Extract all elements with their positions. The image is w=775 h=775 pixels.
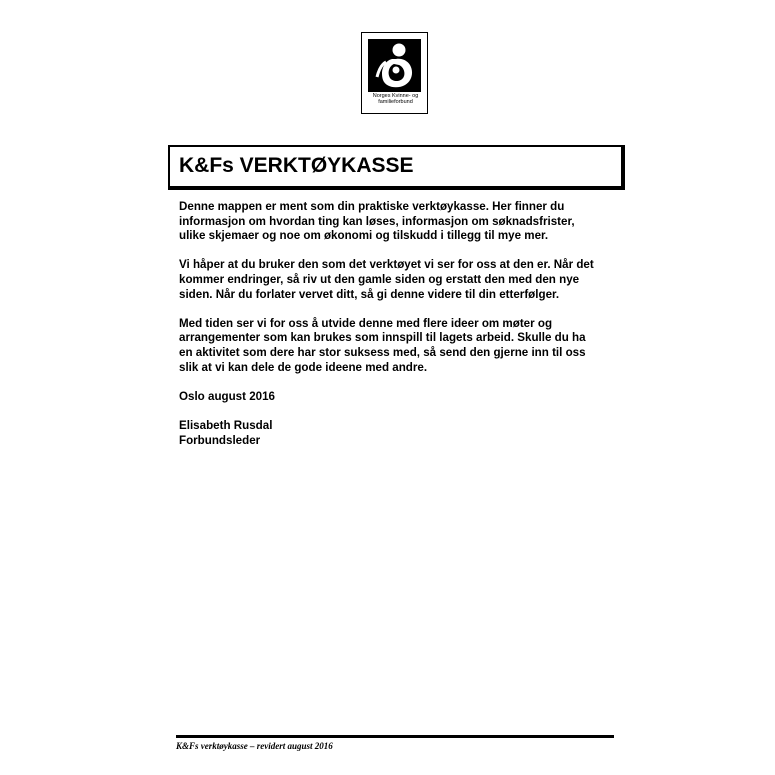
text-line: ulike skjemaer og noe om økonomi og tilskudd i tillegg til mye mer. [179,229,549,243]
text-line: kommer endringer, så riv ut den gamle siden og erstatt den med den nye [179,272,580,286]
signature-name: Elisabeth Rusdal [179,418,273,432]
text-line: Med tiden ser vi for oss å utvide denne med flere ideer om møter og [179,316,553,330]
place-date: Oslo august 2016 [179,389,276,403]
logo-text [364,93,427,105]
text-line: arrangementer som kan brukes som innspill til lagets arbeid. Skulle du ha [179,331,586,345]
title-box [168,145,625,190]
text-line: informasjon om hvordan ting kan løses, informasjon om søknadsfrister, [179,214,575,228]
mother-child-icon [368,39,421,92]
footer-text: K&Fs verktøykasse – revidert august 2016 [176,741,333,751]
logo-text-line: familieforbund [378,99,413,105]
organization-logo [361,32,428,114]
paragraph [179,200,619,244]
page-title: K&Fs VERKTØYKASSE [179,154,414,177]
text-line: siden. Når du forlater vervet ditt, så gi denne videre til din etterfølger. [179,287,560,301]
body-text [179,200,619,448]
paragraph [179,258,619,302]
signature-role: Forbundsleder [179,433,261,447]
logo-text-line: Norges Kvinne- og [372,93,419,99]
paragraph [179,317,619,375]
text-line: Denne mappen er ment som din praktiske verktøykasse. Her finner du [179,200,565,213]
text-line: slik at vi kan dele de gode ideene med andre. [179,360,428,374]
text-line: en aktivitet som dere har stor suksess med, så send den gjerne inn til oss [179,345,586,359]
text-line: Vi håper at du bruker den som det verktøyet vi ser for oss at den er. Når det [179,258,594,272]
footer-rule [176,735,614,738]
